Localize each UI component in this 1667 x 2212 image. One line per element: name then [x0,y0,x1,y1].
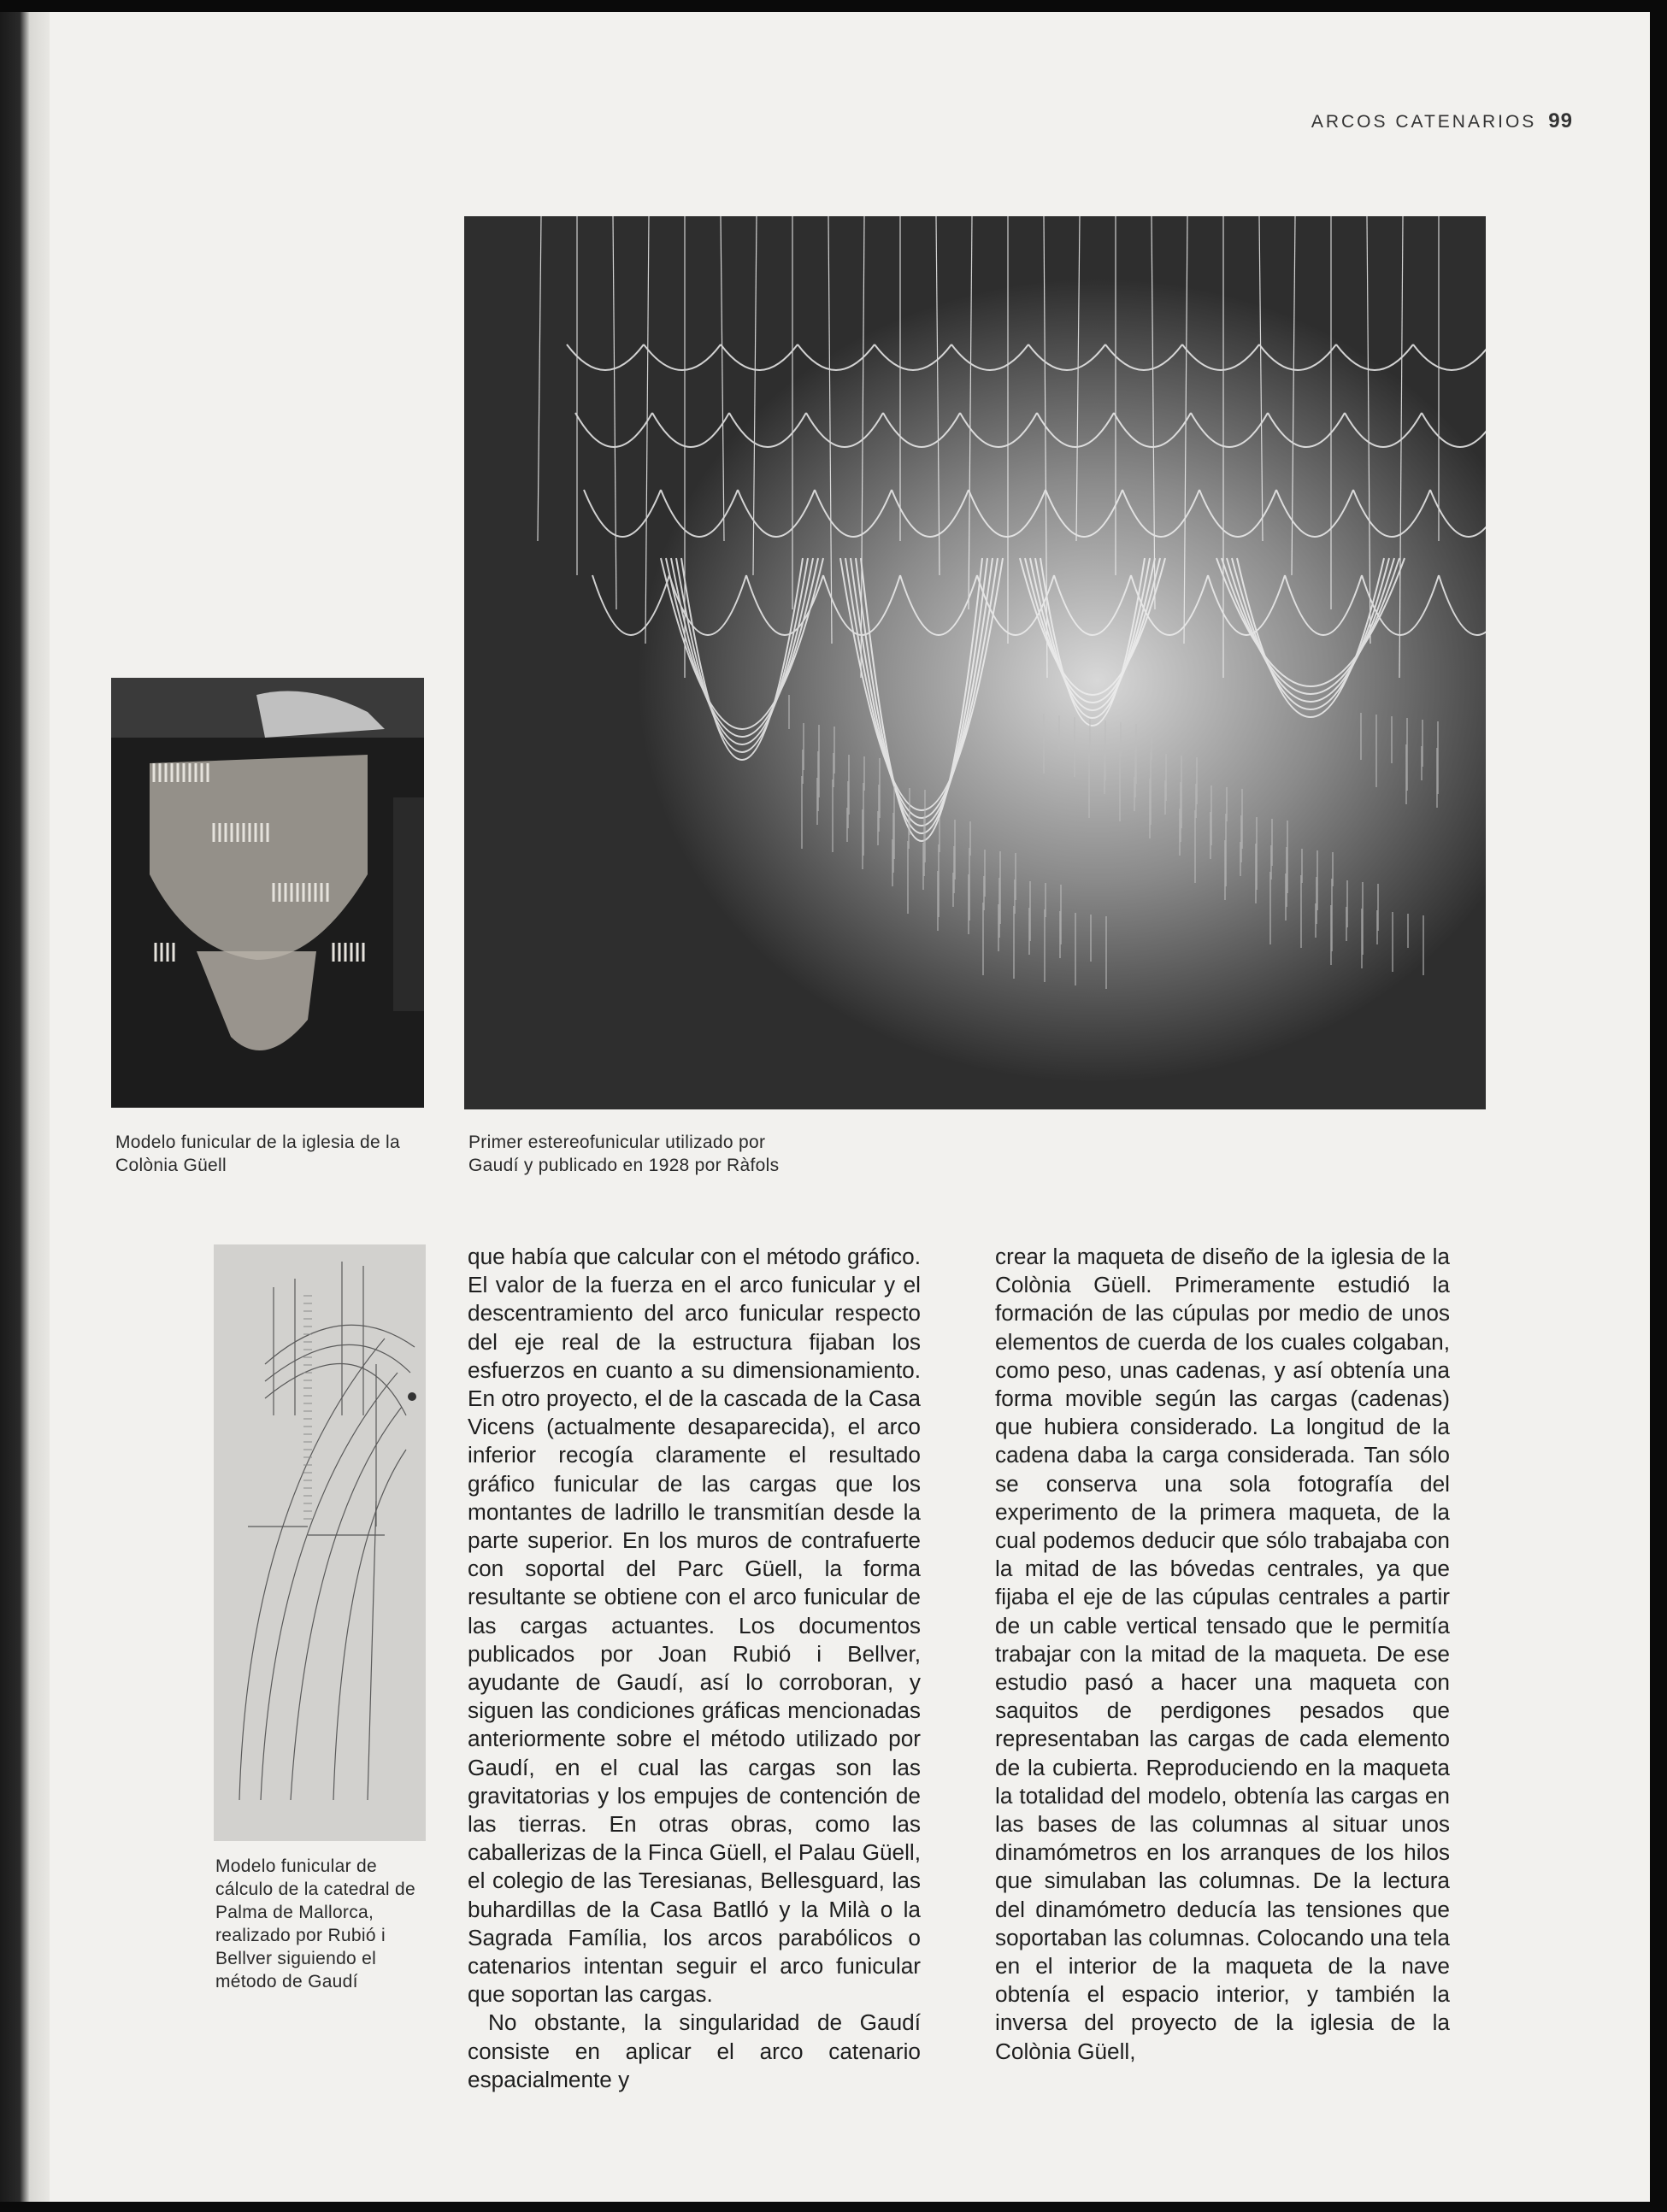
drawing-caption: Modelo funicular de cálculo de la catedral de Palma de Mallorca, realizado por Rubió i Bellver siguiendo el método de Gaudí [215,1856,415,1991]
paragraph: que había que calcular con el método gráfico. El valor de la fuerza en el arco funicular y el descentramiento del arco funicular respecto del eje real de la estructura fijaban los esfuerzos en cuanto a su dimensionamiento. En otro proyecto, el de la cascada de la Casa Vicens (actualmente desaparecida), el arco inferior recogía claramente el resultado gráfico funicular de las cargas que los montantes de ladrillo le transmitían desde la parte superior. En los muros de contrafuerte con soportal del Parc Güell, la forma resultante se obtiene con el arco funicular de las cargas actuantes. Los documentos publicados por Joan Rubió i Bellver, ayudante de Gaudí, así lo corroboran, y siguen las condiciones gráficas mencionadas anteriormente sobre el método utilizado por Gaudí, en el cual las cargas son las gravitatorias y los empujes de contención de las tierras. En otras obras, como las caballerizas de la Finca Güell, el Palau Güell, el colegio de las Teresianas, Bellesguard, las buhardillas de la Casa Batlló y la Milà o la Sagrada Família, los arcos parabólicos o catenarios intentan seguir el arco funicular que soportan las cargas. [468,1244,921,2008]
body-column-1 [468,1243,921,2094]
book-gutter [0,12,50,2202]
page-number: 99 [1548,109,1573,132]
running-header [1311,109,1573,133]
body-column-2 [995,1243,1450,2066]
palma-cathedral-drawing [214,1244,426,1841]
colonia-guell-model-photo [111,678,424,1108]
small-photo-caption: Modelo funicular de la iglesia de la Colònia Güell [115,1132,400,1175]
section-title: ARCOS CATENARIOS [1311,112,1537,132]
paragraph: crear la maqueta de diseño de la iglesia de la Colònia Güell. Primeramente estudió la formación de las cúpulas por medio de unos elementos de cuerda de los cuales colgaban, como peso, unas cadenas, y así obtenía una forma movible según las cargas (cadenas) que hubiera considerado. La longitud de la cadena daba la carga considerada. Tan sólo se conserva una sola fotografía del experimento de la primera maqueta, de la cual podemos deducir que sólo trabajaba con la mitad de las bóvedas centrales, ya que fijaba el eje de las cúpulas centrales a partir de un cable vertical tensado que le permitía trabajar con la mitad de la maqueta. De ese estudio pasó a hacer una maqueta con saquitos de perdigones pesados que representaban las cargas de cada elemento de la cubierta. Reproduciendo en la maqueta la totalidad del modelo, obtenía las cargas en las bases de las columnas al situar unos dinamómetros en los arranques de los hilos que simulaban las columnas. De la lectura del dinamómetro deducía las tensiones que soportaban las columnas. Colocando una tela en el interior de la maqueta de la nave obtenía el espacio interior, y también la inversa del proyecto de la iglesia de la Colònia Güell, [995,1244,1450,2064]
main-photo-caption: Primer estereofunicular utilizado por Gaudí y publicado en 1928 por Ràfols [468,1132,780,1175]
paragraph: No obstante, la singularidad de Gaudí consiste en aplicar el arco catenario espacialmente y [468,2009,921,2092]
stereofunicular-photo [464,216,1486,1109]
